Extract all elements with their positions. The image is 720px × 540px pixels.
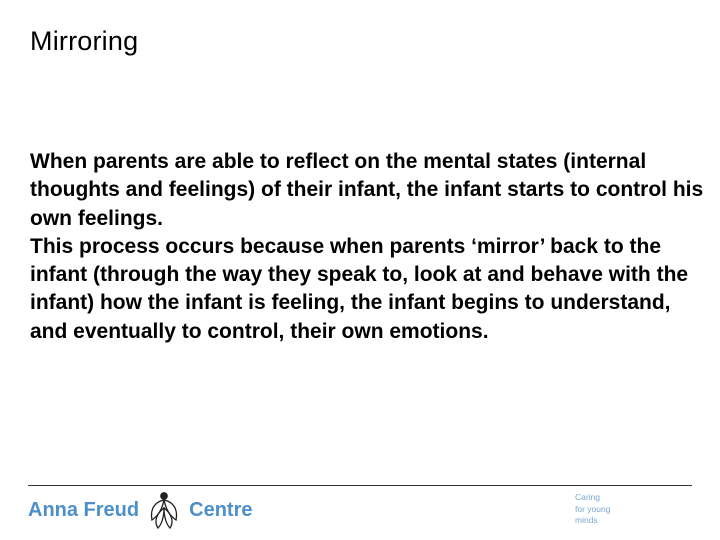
slide-title: Mirroring xyxy=(30,26,139,56)
tagline-line-2: for young xyxy=(575,503,611,514)
footer-divider xyxy=(28,485,692,486)
anna-freud-centre-logo xyxy=(28,488,252,532)
tagline xyxy=(575,492,610,527)
paragraph-1: When parents are able to reflect on the mental states (internal thoughts and feelings) of their infant, the infant starts to control his own feelings. xyxy=(30,150,704,230)
logo-word-left: Anna Freud xyxy=(28,498,140,521)
paragraph-2: This process occurs because when parents ‘mirror’ back to the infant (through the way they speak to, look at and behave with the infant) how the infant is feeling, the infant begins to understand, and eventually to control, their own emotions. xyxy=(30,234,689,343)
figure-in-leaves-icon xyxy=(142,488,186,532)
body-text xyxy=(30,148,710,346)
tagline-line-1: Caring xyxy=(575,492,601,502)
tagline-line-3: minds xyxy=(575,515,598,525)
logo-word-right: Centre xyxy=(189,498,253,521)
